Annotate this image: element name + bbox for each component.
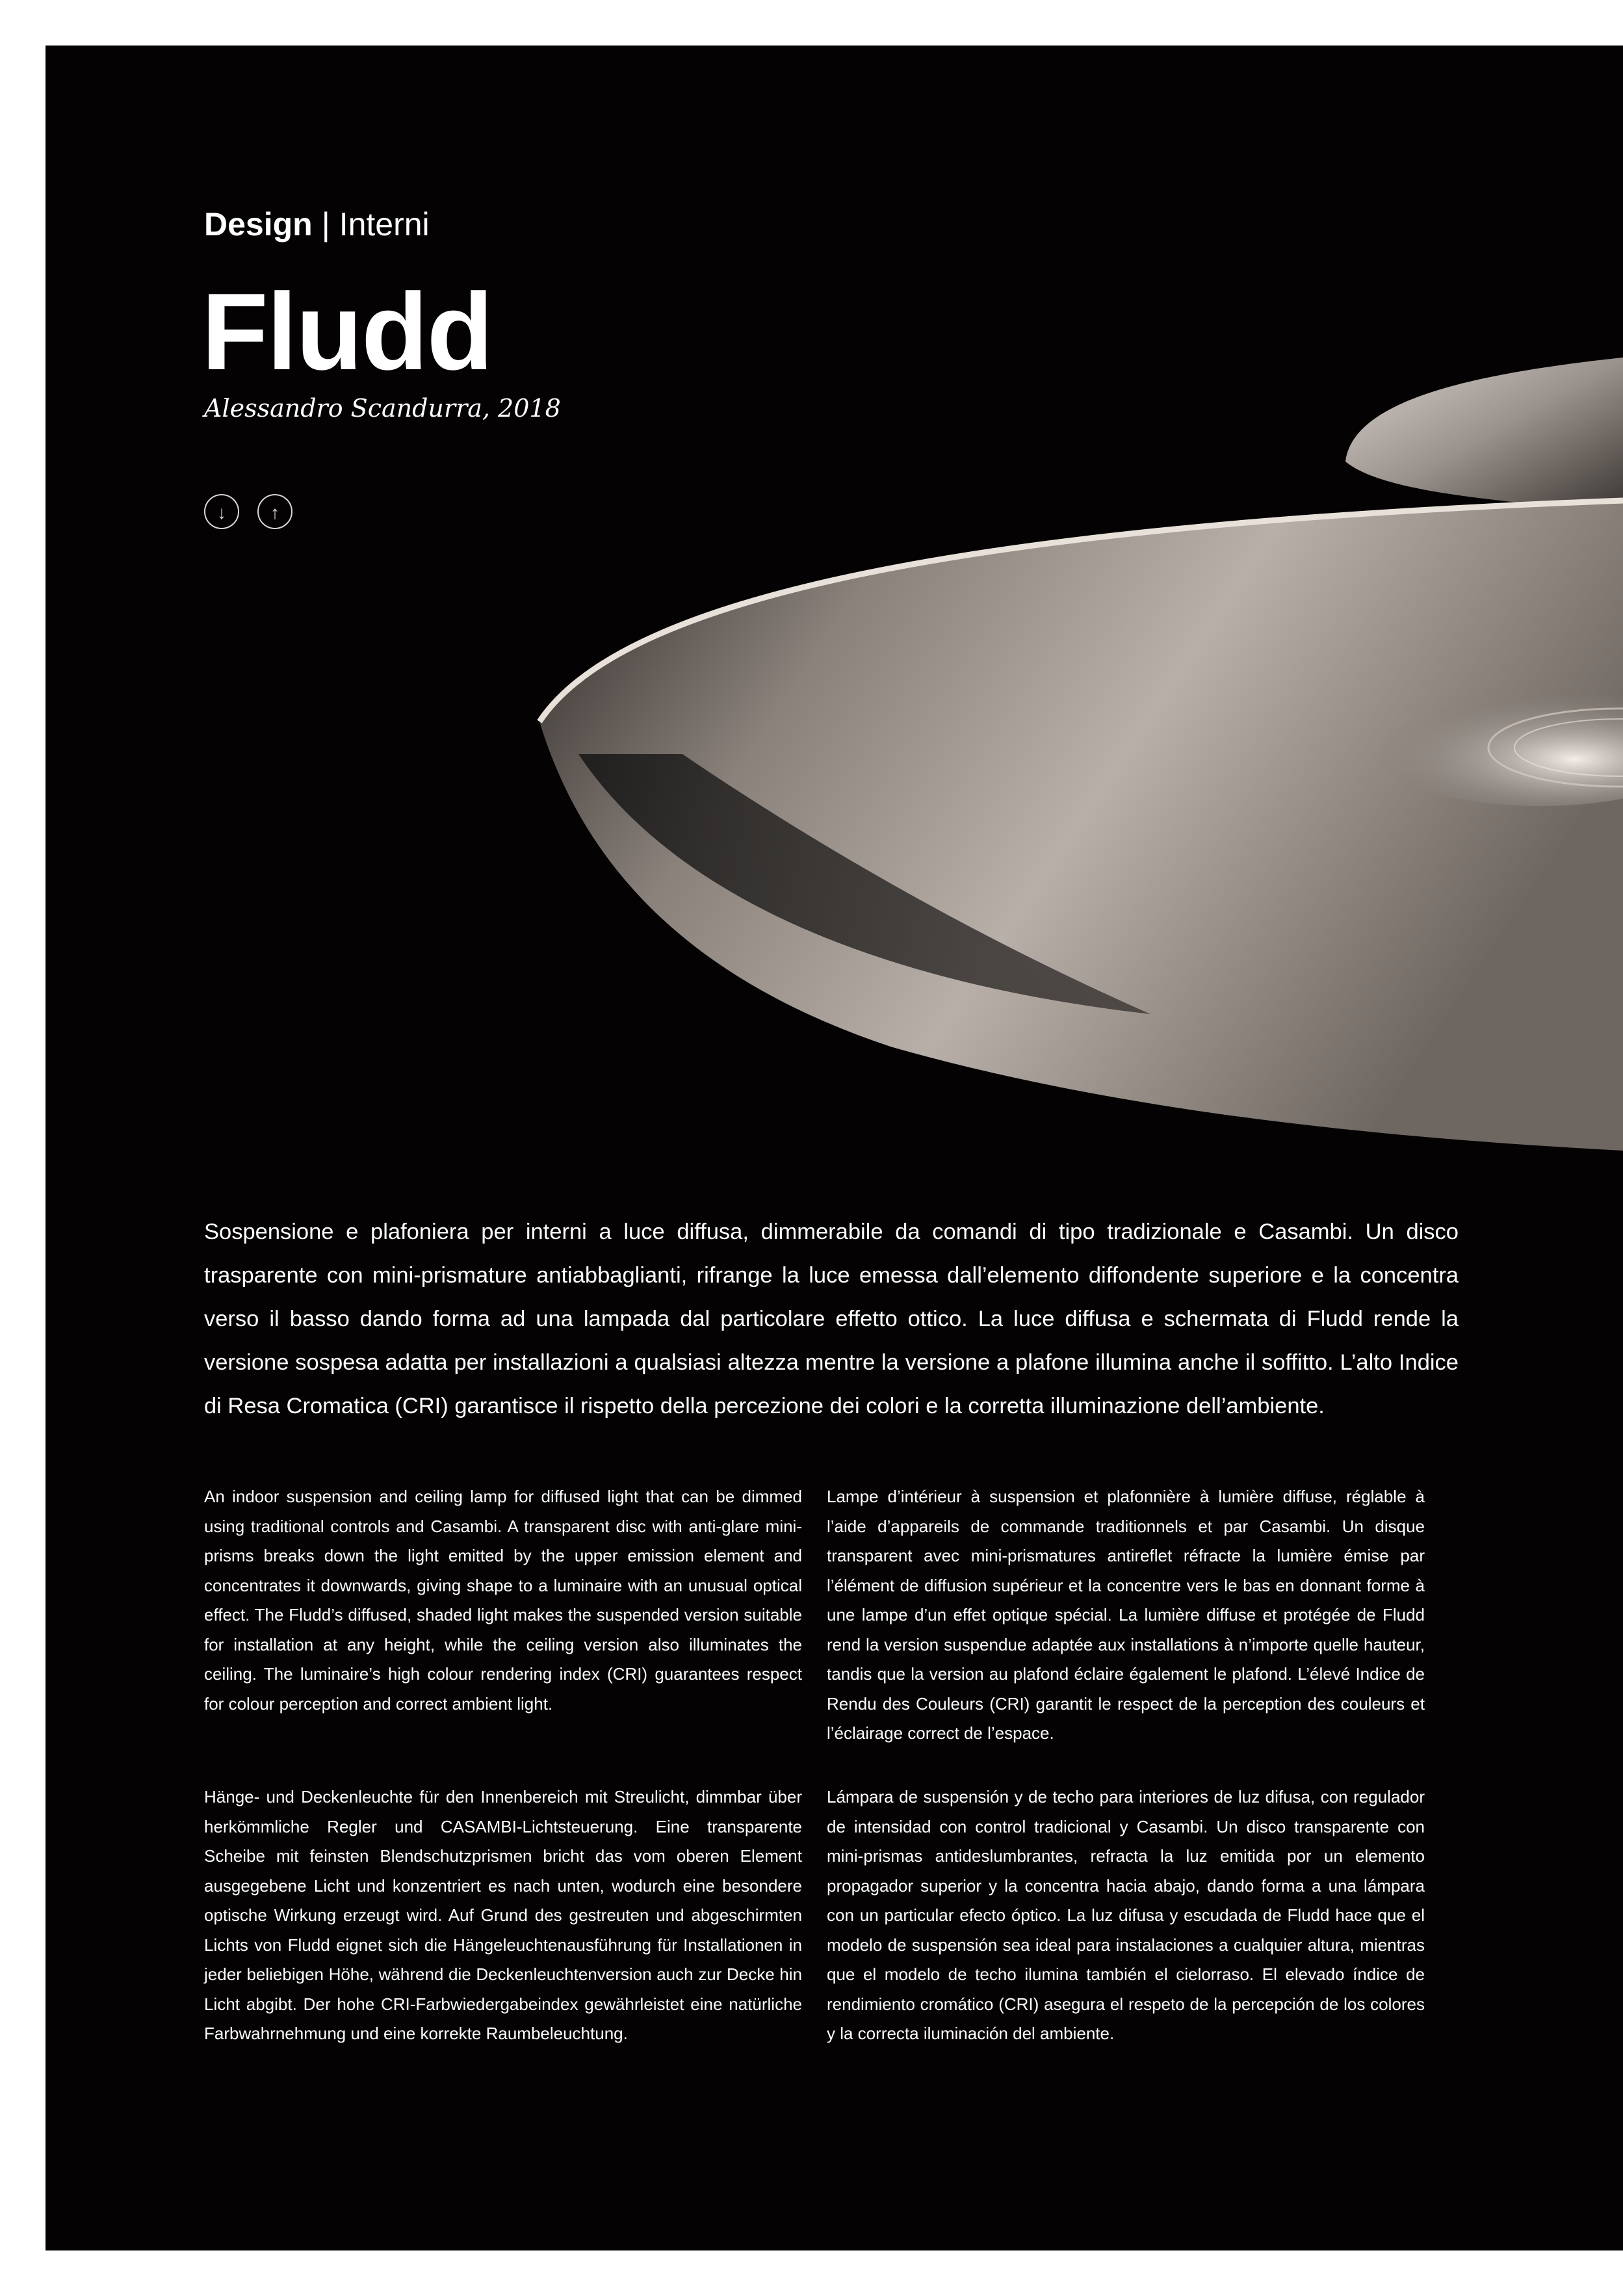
- product-title: Fludd: [201, 270, 493, 393]
- arrow-up-circle-icon[interactable]: ↑: [257, 494, 292, 529]
- designer-credit: Alessandro Scandurra, 2018: [204, 394, 561, 423]
- description-italian: Sospensione e plafoniera per interni a luce diffusa, dimmerabile da comandi di tipo tradizionale e Casambi. Un disco trasparente con mini-prismature antiabbaglianti, rifrange la luce emessa dall’elemento diffondente superiore e la concentra verso il basso dando forma ad una lampada dal particolare effetto ottico. La luce diffusa e schermata di Fludd rende la versione sospesa adatta per installazioni a qualsiasi altezza mentre la versione a plafone illumina anche il soffitto. L’alto Indice di Resa Cromatica (CRI) garantisce il rispetto della percezione dei colori e la corretta illuminazione dell’ambiente.: [204, 1220, 1459, 1418]
- section-separator: |: [321, 206, 330, 242]
- description-english: An indoor suspension and ceiling lamp for diffused light that can be dimmed using traditional controls and Casambi. A transparent disc with anti-glare mini-prisms breaks down the light emitted by the upper emission element and concentrates it downwards, giving shape to a luminaire with an unusual optical effect. The Fludd’s diffused, shaded light makes the suspended version suitable for installation at any height, while the ceiling version also illuminates the ceiling. The luminaire’s high colour rendering index (CRI) guarantees respect for colour perception and correct ambient light.: [204, 1487, 802, 1714]
- section-name: Design: [204, 206, 313, 242]
- description-spanish: Lámpara de suspensión y de techo para interiores de luz difusa, con regulador de intensidad con control tradicional y Casambi. Un disco transparente con mini-prismas antideslumbrantes, refracta la luz emitida por un elemento propagador superior y la concentra hacia abajo, dando forma a una lámpara con un particular efecto óptico. La luz difusa y escudada de Fludd hace que el modelo de suspensión sea ideal para instalaciones a cualquier altura, mientras que el modelo de techo ilumina también el cielorraso. El elevado índice de rendimiento cromático (CRI) asegura el respeto de la percepción de los colores y la correcta iluminación del ambiente.: [827, 1787, 1425, 2043]
- description-french: Lampe d’intérieur à suspension et plafonnière à lumière diffuse, réglable à l’aide d’appareils de commande traditionnels et par Casambi. Un disque transparent avec mini-prismatures antireflet réfracte la lumière émise par l’élément de diffusion supérieur et la concentre vers le bas en donnant forme à une lampe d’un effet optique spécial. La lumière diffuse et protégée de Fludd rend la version suspendue adaptée aux installations à n’importe quelle hauteur, tandis que la version au plafond éclaire également le plafond. L’élevé Indice de Rendu des Couleurs (CRI) garantit le respect de la perception des couleurs et l’éclairage correct de l’espace.: [827, 1487, 1425, 1743]
- arrow-down-circle-icon[interactable]: ↓: [204, 494, 239, 529]
- section-label: [204, 202, 430, 247]
- category-name: Interni: [339, 206, 430, 242]
- product-page: [45, 46, 1623, 2250]
- lamp-upper-element: [1345, 358, 1623, 514]
- description-german: Hänge- und Deckenleuchte für den Innenbereich mit Streulicht, dimmbar über herkömmliche Regler und CASAMBI-Lichtsteuerung. Eine transparente Scheibe mit feinsten Blendschutzprismen bricht das vom oberen Element ausgegebene Licht und konzentriert es nach unten, wodurch eine besondere optische Wirkung erzeugt wird. Auf Grund des gestreuten und abgeschirmten Lichts von Fludd eignet sich die Hängeleuchtenausführung für Installationen in jeder beliebigen Höhe, während die Deckenleuchtenversion auch zur Decke hin Licht abgibt. Der hohe CRI-Farbwiedergabeindex gewährleistet eine natürliche Farbwahrnehmung und eine korrekte Raumbeleuchtung.: [204, 1787, 802, 2043]
